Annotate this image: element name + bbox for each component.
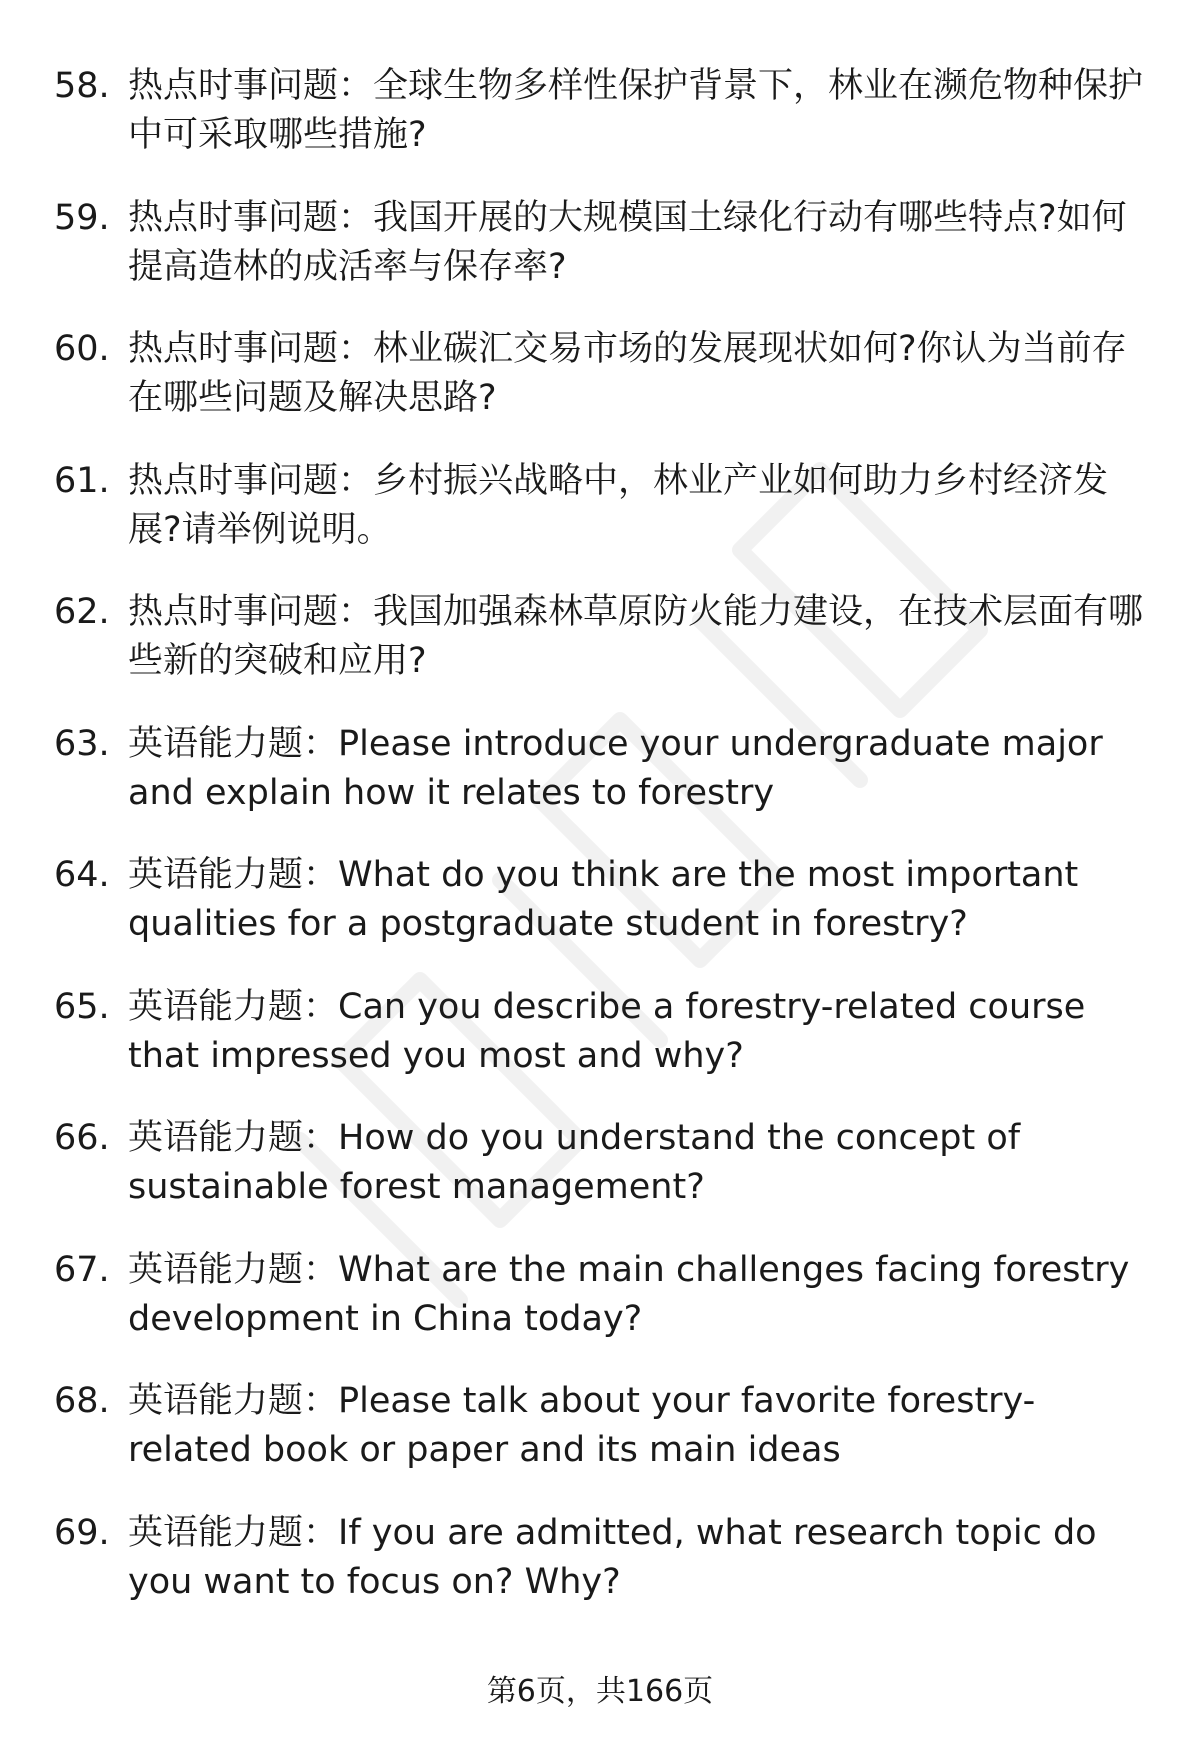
question-number: 59. (54, 197, 110, 238)
question-text: 英语能力题：Please talk about your favorite forestry-related book or paper and its main ideas (128, 1381, 1036, 1470)
question-number: 67. (54, 1249, 110, 1290)
question-text: 热点时事问题：我国开展的大规模国土绿化行动有哪些特点?如何提高造林的成活率与保存率? (128, 197, 1127, 287)
question-text: 热点时事问题：乡村振兴战略中，林业产业如何助力乡村经济发展?请举例说明。 (128, 460, 1109, 550)
question-number: 58. (54, 66, 110, 106)
question-text: 热点时事问题：全球生物多样性保护背景下，林业在濒危物种保护中可采取哪些措施? (128, 66, 1144, 155)
question-text: 英语能力题：Can you describe a forestry-related course that impressed you most and why? (128, 986, 1086, 1076)
question-text: 英语能力题：What are the main challenges facing forestry development in China today? (128, 1249, 1130, 1339)
question-item (0, 1114, 1200, 1246)
question-item (0, 62, 1200, 194)
question-item (0, 1509, 1200, 1641)
question-number: 64. (54, 855, 110, 895)
question-number: 60. (54, 329, 110, 369)
question-number: 66. (54, 1118, 110, 1158)
question-list (0, 62, 1200, 1640)
question-text: 热点时事问题：我国加强森林草原防火能力建设，在技术层面有哪些新的突破和应用? (128, 592, 1144, 681)
question-item (0, 588, 1200, 720)
question-number: 61. (54, 460, 110, 501)
question-item (0, 720, 1200, 852)
question-number: 69. (54, 1512, 110, 1553)
question-item (0, 325, 1200, 457)
question-item (0, 1377, 1200, 1509)
question-number: 63. (54, 723, 110, 764)
question-text: 热点时事问题：林业碳汇交易市场的发展现状如何?你认为当前存在哪些问题及解决思路? (128, 329, 1127, 418)
question-number: 65. (54, 986, 110, 1027)
question-number: 68. (54, 1381, 110, 1421)
question-item (0, 194, 1200, 326)
question-text: 英语能力题：If you are admitted, what research topic do you want to focus on? Why? (128, 1512, 1097, 1602)
page-number-footer: 第6页，共166页 (486, 1674, 714, 1709)
question-item (0, 457, 1200, 589)
question-text: 英语能力题：What do you think are the most important qualities for a postgraduate student in forestry? (128, 855, 1079, 944)
question-item (0, 851, 1200, 983)
question-text: 英语能力题：Please introduce your undergraduate major and explain how it relates to forestry (128, 723, 1103, 813)
question-item (0, 983, 1200, 1115)
question-text: 英语能力题：How do you understand the concept of sustainable forest management? (128, 1118, 1021, 1207)
question-number: 62. (54, 592, 110, 632)
question-item (0, 1246, 1200, 1378)
